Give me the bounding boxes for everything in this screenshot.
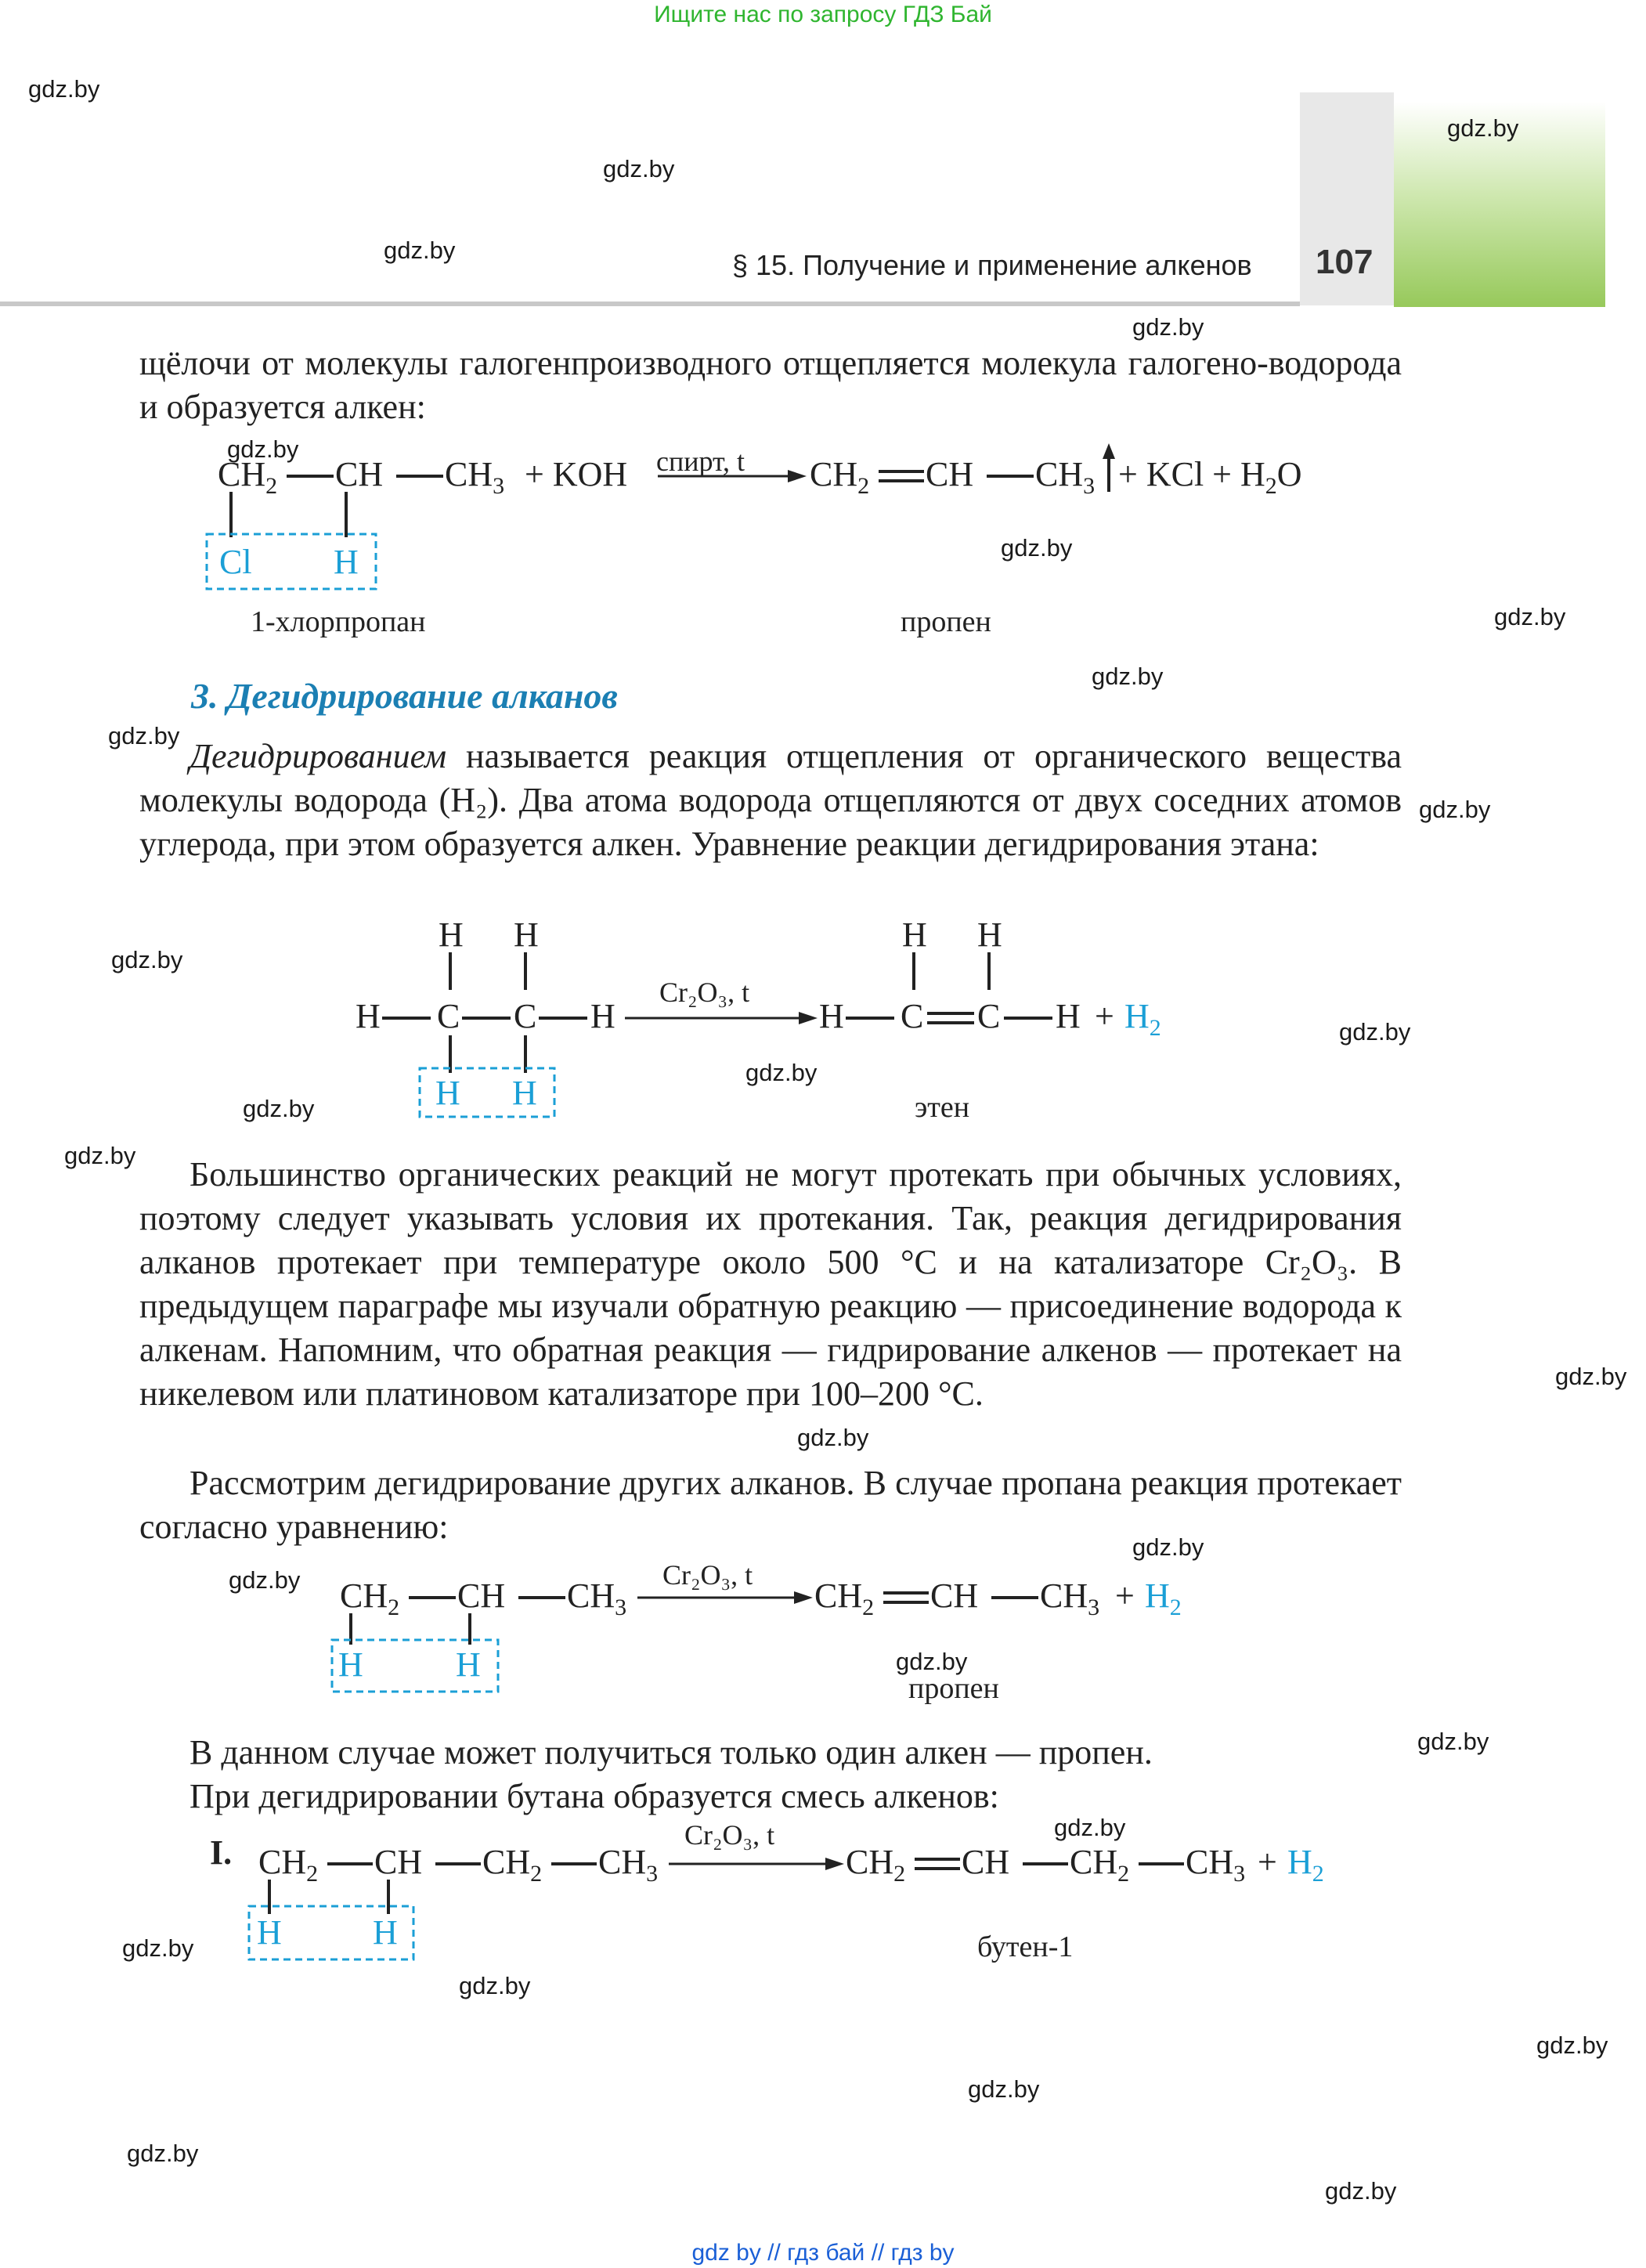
svg-text:CH: CH (962, 1843, 1010, 1881)
reaction-3-product-name: пропен (908, 1672, 999, 1705)
paragraph-text: Большинство органических реакций не могут протекать при обычных условиях, поэтому следует указывать условия их протекания. Так, реакция дегидрирования алканов протекает при температуре около 500 °C и на катализаторе Cr₂O₃. В предыдущем параграфе мы изучали обратную реакцию — присоединение водорода к алкенам. Напомним, что обратная реакция — гидрирование алкенов — протекает на никелевом или платиновом катализаторе при 100–200 °C. (139, 1155, 1402, 1413)
term-dehydrogenation: Дегидрированием (190, 737, 447, 775)
svg-text:H: H (902, 916, 927, 954)
reaction-2-condition: Cr₂O₃, t (659, 977, 750, 1008)
watermark: gdz.by (384, 237, 456, 264)
paragraph-text: Рассмотрим дегидрирование других алканов. В случае пропана реакция протекает согласно уравнению: (139, 1464, 1402, 1546)
svg-text:CH2: $CH_2$ (218, 455, 278, 499)
svg-text:CH2: $CH_2$ (1070, 1843, 1130, 1887)
reaction-2-product-name: этен (915, 1091, 970, 1124)
paragraph (139, 1153, 1402, 1416)
svg-text:+ KOH: + KOH (525, 455, 628, 493)
top-banner: Ищите нас по запросу ГДЗ Бай (654, 2, 992, 27)
footer-links: gdz by // гдз бай // гдз by (691, 2240, 955, 2266)
svg-text:C: C (437, 997, 460, 1035)
paragraph (139, 341, 1402, 429)
watermark: gdz.by (229, 1566, 301, 1594)
svg-text:H: H (819, 997, 844, 1035)
svg-text:H: H (373, 1913, 398, 1952)
svg-text:CH3: $CH_3$ (567, 1576, 627, 1620)
watermark: gdz.by (243, 1095, 315, 1122)
reaction-1-product-name: пропен (901, 605, 991, 638)
svg-text:H: H (439, 916, 464, 954)
watermark: gdz.by (603, 155, 675, 182)
watermark: gdz.by (1447, 114, 1519, 142)
watermark: gdz.by (127, 2140, 199, 2167)
paragraph (139, 1731, 1402, 1818)
svg-text:H: H (356, 997, 381, 1035)
svg-text:CH2: $CH_2$ (258, 1843, 319, 1887)
svg-text:H: H (1056, 997, 1081, 1035)
header-rule (0, 302, 1300, 306)
svg-text:+: + (1095, 997, 1114, 1035)
svg-text:+: + (1258, 1843, 1277, 1881)
watermark: gdz.by (108, 722, 180, 749)
running-header-title: § 15. Получение и применение алкенов (732, 249, 1252, 281)
watermark: gdz.by (797, 1424, 869, 1451)
reaction-4-diagram (235, 1825, 1378, 1981)
paragraph-text: называется реакция отщепления от органического вещества молекулы водорода (H₂). Два атома водорода отщепляются от двух соседних атомов углерода, при этом образуется алкен. Уравнение реакции дегидрирования этана: (139, 737, 1402, 863)
svg-text:CH: CH (374, 1843, 423, 1881)
reaction-1-condition: спирт, t (656, 446, 745, 477)
svg-text:+ KCl + H2O: + KCl + $H_2O$ (1118, 455, 1302, 499)
svg-text:C: C (977, 997, 1001, 1035)
reaction-3-condition: Cr₂O₃, t (662, 1559, 753, 1591)
svg-text:CH2: $CH_2$ (340, 1576, 400, 1620)
watermark: gdz.by (1001, 534, 1073, 562)
svg-text:H: H (456, 1645, 481, 1684)
page-number: 107 (1316, 243, 1373, 281)
watermark: gdz.by (111, 946, 183, 973)
svg-text:CH: CH (457, 1576, 506, 1615)
watermark: gdz.by (1417, 1728, 1489, 1755)
paragraph-text: При дегидрировании бутана образуется смесь алкенов: (190, 1777, 999, 1815)
svg-text:CH3: $CH_3$ (1186, 1843, 1246, 1887)
reaction-4-product-name: бутен-1 (977, 1930, 1074, 1963)
svg-text:C: C (901, 997, 924, 1035)
svg-text:H: H (334, 543, 359, 581)
svg-text:H2: $H_2$ (1124, 997, 1161, 1041)
svg-text:CH3: $CH_3$ (598, 1843, 659, 1887)
watermark: gdz.by (745, 1059, 818, 1086)
watermark: gdz.by (896, 1648, 968, 1675)
reaction-3-diagram (313, 1558, 1253, 1715)
svg-text:CH: CH (335, 455, 384, 493)
watermark: gdz.by (1325, 2177, 1397, 2205)
svg-text:H: H (338, 1645, 363, 1684)
paragraph (139, 1461, 1402, 1549)
svg-text:H2: $H_2$ (1287, 1843, 1324, 1887)
watermark: gdz.by (1132, 313, 1204, 341)
watermark: gdz.by (122, 1934, 194, 1962)
reaction-4-label: I. (210, 1833, 233, 1872)
section-heading: 3. Дегидрирование алканов (191, 676, 618, 716)
watermark: gdz.by (1494, 603, 1566, 630)
watermark: gdz.by (1419, 796, 1491, 823)
svg-text:CH3: $CH_3$ (1035, 455, 1096, 499)
reaction-1-reactant-name: 1-хлорпропан (251, 605, 426, 638)
watermark: gdz.by (1092, 663, 1164, 690)
svg-text:+: + (1115, 1576, 1135, 1615)
svg-text:CH2: $CH_2$ (814, 1576, 875, 1620)
svg-text:H: H (514, 916, 539, 954)
watermark: gdz.by (64, 1142, 136, 1169)
paragraph-text: В данном случае может получиться только один алкен — пропен. (190, 1733, 1153, 1771)
watermark: gdz.by (1536, 2031, 1608, 2059)
watermark: gdz.by (227, 435, 299, 463)
svg-text:CH3: $CH_3$ (1040, 1576, 1100, 1620)
svg-text:CH2: $CH_2$ (482, 1843, 543, 1887)
watermark: gdz.by (1555, 1363, 1627, 1390)
svg-text:H: H (257, 1913, 282, 1952)
watermark: gdz.by (1132, 1533, 1204, 1561)
watermark: gdz.by (968, 2075, 1040, 2103)
svg-text:CH2: $CH_2$ (846, 1843, 906, 1887)
svg-text:H: H (977, 916, 1002, 954)
svg-text:CH3: $CH_3$ (445, 455, 505, 499)
paragraph-text: щёлочи от молекулы галогенпроизводного отщепляется молекула галогено-водорода и образуется алкен: (139, 344, 1402, 426)
svg-text:H: H (590, 997, 615, 1035)
svg-text:Cl: Cl (219, 543, 252, 581)
watermark: gdz.by (1054, 1814, 1126, 1841)
watermark: gdz.by (28, 75, 100, 103)
svg-text:C: C (514, 997, 537, 1035)
svg-text:H: H (512, 1074, 537, 1112)
svg-text:CH: CH (926, 455, 974, 493)
reaction-4-condition: Cr₂O₃, t (684, 1819, 775, 1851)
svg-text:CH2: $CH_2$ (810, 455, 870, 499)
svg-text:CH: CH (930, 1576, 979, 1615)
watermark: gdz.by (1339, 1018, 1411, 1046)
svg-text:H2: $H_2$ (1145, 1576, 1182, 1620)
paragraph (139, 735, 1402, 866)
watermark: gdz.by (459, 1972, 531, 1999)
svg-text:H: H (435, 1074, 460, 1112)
reaction-2-diagram (345, 908, 1284, 1120)
